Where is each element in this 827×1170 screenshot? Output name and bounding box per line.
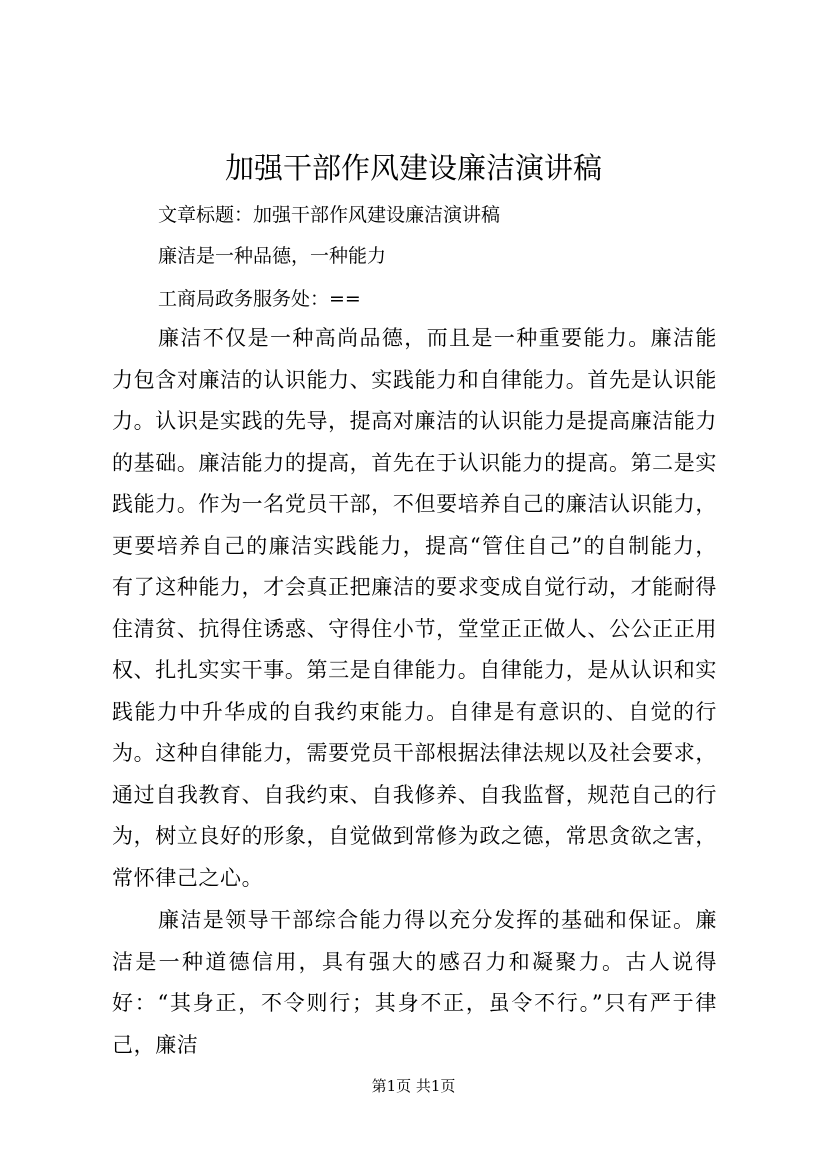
body-paragraph: 廉洁是领导干部综合能力得以充分发挥的基础和保证。廉洁是一种道德信用，具有强大的感召力和凝聚力。古人说得好：“其身正，不令则行；其身不正，虽令不行。”只有严于律己，廉洁 xyxy=(112,908,717,1057)
page-footer: 第1页 共1页 xyxy=(371,1077,456,1095)
document-title: 加强干部作风建设廉洁演讲稿 xyxy=(224,151,602,185)
author-line: 工商局政务服务处：== xyxy=(158,288,361,310)
body-paragraph: 廉洁不仅是一种高尚品德，而且是一种重要能力。廉洁能力包含对廉洁的认识能力、实践能力和自律能力。首先是认识能力。认识是实践的先导，提高对廉洁的认识能力是提高廉洁能力的基础。廉洁能力的提高，首先在于认识能力的提高。第二是实践能力。作为一名党员干部，不但要培养自己的廉洁认识能力，更要培养自己的廉洁实践能力，提高“管住自己”的自制能力，有了这种能力，才会真正把廉洁的要求变成自觉行动，才能耐得住清贫、抗得住诱惑、守得住小节，堂堂正正做人、公公正正用权、扎扎实实干事。第三是自律能力。自律能力，是从认识和实践能力中升华成的自我约束能力。自律是有意识的、自觉的行为。这种自律能力，需要党员干部根据法律法规以及社会要求，通过自我教育、自我约束、自我修养、自我监督，规范自己的行为，树立良好的形象，自觉做到常修为政之德，常思贪欲之害，常怀律己之心。 xyxy=(112,326,717,890)
subtitle-line: 廉洁是一种品德，一种能力 xyxy=(158,245,387,267)
article-title-line: 文章标题：加强干部作风建设廉洁演讲稿 xyxy=(158,204,501,226)
